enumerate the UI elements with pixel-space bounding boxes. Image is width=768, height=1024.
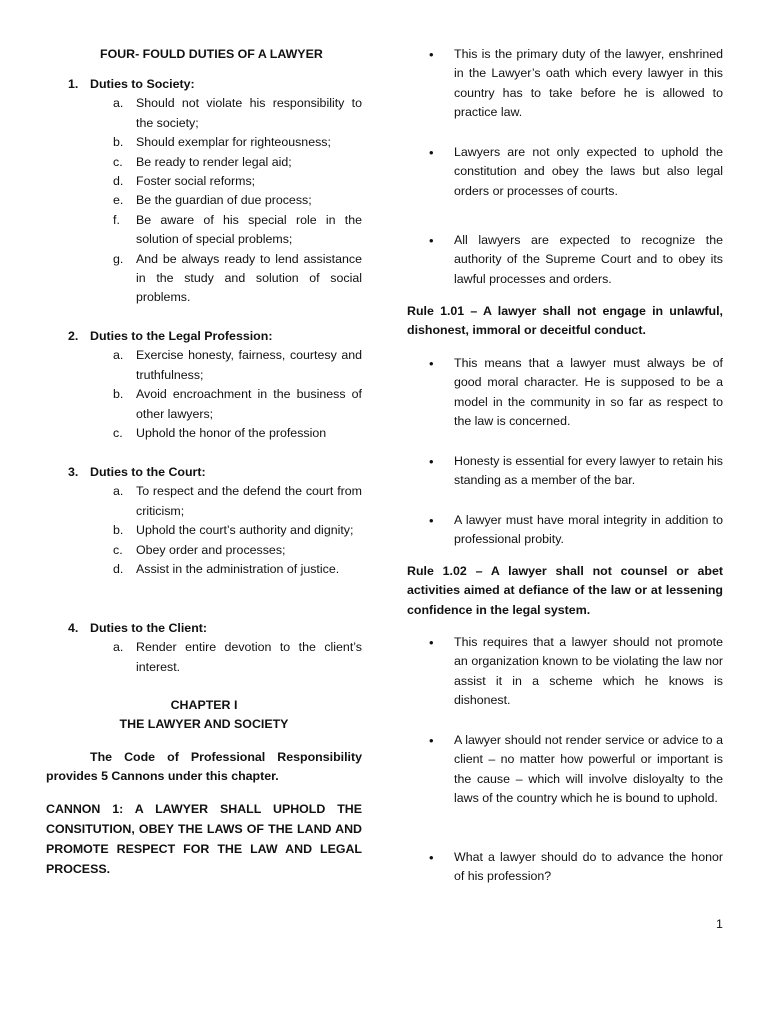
bullet-icon: • xyxy=(429,233,434,248)
section-number: 4. xyxy=(68,621,79,635)
bullet-text: Honesty is essential for every lawyer to retain his standing as a member of the bar. xyxy=(454,454,723,488)
list-item xyxy=(68,424,362,443)
bullet-icon: • xyxy=(429,635,434,650)
bullet-icon: • xyxy=(429,850,434,865)
item-label: c. xyxy=(113,426,123,441)
item-text: And be always ready to lend assistance in the study and solution of social problems. xyxy=(136,251,362,305)
page-number: 1 xyxy=(716,917,723,931)
section-heading: Duties to the Court: xyxy=(90,465,206,479)
list-item xyxy=(68,638,362,677)
item-text: Obey order and processes; xyxy=(136,542,286,557)
section-heading: Duties to Society: xyxy=(90,77,195,91)
list-item xyxy=(407,511,723,550)
section-items xyxy=(68,482,362,579)
section-client xyxy=(68,619,362,677)
item-text: Avoid encroachment in the business of other lawyers; xyxy=(136,387,362,421)
item-label: a. xyxy=(113,640,124,655)
section-court xyxy=(68,463,362,579)
list-item xyxy=(68,560,362,579)
list-item xyxy=(407,731,723,809)
item-label: b. xyxy=(113,523,124,538)
list-item xyxy=(68,250,362,308)
rule-1-01: Rule 1.01 – A lawyer shall not engage in unlawful, dishonest, immoral or deceitful conduct. xyxy=(407,304,723,338)
list-item xyxy=(407,231,723,289)
item-text: Render entire devotion to the client’s interest. xyxy=(136,640,362,674)
chapter-label: CHAPTER I xyxy=(170,698,238,712)
cannon-1: CANNON 1: A LAWYER SHALL UPHOLD THE CONSITUTION, OBEY THE LAWS OF THE LAND AND PROMOTE RESPECT FOR THE LAW AND LEGAL PROCESS. xyxy=(46,802,362,876)
item-text: Assist in the administration of justice. xyxy=(136,562,340,577)
list-item xyxy=(407,45,723,123)
list-item xyxy=(407,452,723,491)
list-item xyxy=(407,633,723,711)
bullet-text: This is the primary duty of the lawyer, enshrined in the Lawyer’s oath which every lawyer in this country has to take before he is allowed to practice law. xyxy=(454,47,723,120)
section-society xyxy=(68,75,362,308)
list-item xyxy=(68,521,362,540)
bullet-text: A lawyer should not render service or advice to a client – no matter how powerful or important is the cause – which will involve disloyalty to the laws of the country which he is bound to uphold. xyxy=(454,733,723,806)
section-items xyxy=(68,638,362,677)
list-item xyxy=(68,172,362,191)
item-label: c. xyxy=(113,154,123,169)
bullet-icon: • xyxy=(429,356,434,371)
bullet-icon: • xyxy=(429,47,434,62)
bullet-icon: • xyxy=(429,733,434,748)
section-items xyxy=(68,94,362,307)
item-label: f. xyxy=(113,212,120,227)
list-item xyxy=(68,153,362,172)
item-label: a. xyxy=(113,348,124,363)
list-item xyxy=(68,346,362,385)
rule-1-02: Rule 1.02 – A lawyer shall not counsel or abet activities aimed at defiance of the law or at lessening confidence in the legal system. xyxy=(407,564,723,617)
item-label: d. xyxy=(113,174,124,189)
item-label: b. xyxy=(113,135,124,150)
bullet-icon: • xyxy=(429,513,434,528)
item-text: Exercise honesty, fairness, courtesy and truthfulness; xyxy=(136,348,362,382)
list-item xyxy=(68,541,362,560)
item-label: g. xyxy=(113,251,124,266)
section-number: 3. xyxy=(68,465,79,479)
item-text: Should not violate his responsibility to the society; xyxy=(136,96,362,130)
page-title: FOUR- FOULD DUTIES OF A LAWYER xyxy=(100,47,323,61)
list-item xyxy=(68,133,362,152)
list-item xyxy=(68,191,362,210)
section-legal-profession xyxy=(68,327,362,443)
list-item xyxy=(407,848,723,887)
item-text: Uphold the honor of the profession xyxy=(136,426,327,441)
bullet-text: All lawyers are expected to recognize the authority of the Supreme Court and to obey its lawful processes and orders. xyxy=(454,233,723,286)
chapter-intro: The Code of Professional Responsibility provides 5 Cannons under this chapter. xyxy=(46,750,362,784)
item-text: Uphold the court’s authority and dignity; xyxy=(136,523,354,538)
section-number: 1. xyxy=(68,77,79,91)
list-item xyxy=(68,211,362,250)
item-label: e. xyxy=(113,193,124,208)
bullet-text: A lawyer must have moral integrity in addition to professional probity. xyxy=(454,513,723,547)
item-text: Foster social reforms; xyxy=(136,174,256,189)
bullet-text: Lawyers are not only expected to uphold the constitution and obey the laws but also legal orders or processes of courts. xyxy=(454,145,723,198)
list-item xyxy=(68,482,362,521)
list-item xyxy=(68,385,362,424)
section-number: 2. xyxy=(68,329,79,343)
chapter-subtitle: THE LAWYER AND SOCIETY xyxy=(119,717,289,731)
section-heading: Duties to the Legal Profession: xyxy=(90,329,273,343)
bullet-icon: • xyxy=(429,145,434,160)
section-heading: Duties to the Client: xyxy=(90,621,208,635)
bullet-text: This requires that a lawyer should not promote an organization known to be violating the law nor assist it in a scheme which he knows is dishonest. xyxy=(454,635,723,708)
item-text: Be aware of his special role in the solution of special problems; xyxy=(136,212,362,247)
bullet-text: This means that a lawyer must always be of good moral character. He is supposed to be a model in the community in so far as respect to the law is concerned. xyxy=(454,356,723,429)
list-item xyxy=(407,354,723,432)
item-label: a. xyxy=(113,96,124,111)
bullet-text: What a lawyer should do to advance the honor of his profession? xyxy=(454,850,723,884)
item-label: d. xyxy=(113,562,124,577)
list-item xyxy=(407,143,723,201)
item-text: To respect and the defend the court from criticism; xyxy=(136,484,362,518)
item-label: b. xyxy=(113,387,124,402)
item-text: Be the guardian of due process; xyxy=(136,193,312,208)
item-text: Be ready to render legal aid; xyxy=(136,154,292,169)
item-label: a. xyxy=(113,484,124,499)
item-label: c. xyxy=(113,542,123,557)
bullet-icon: • xyxy=(429,454,434,469)
list-item xyxy=(68,94,362,133)
section-items xyxy=(68,346,362,443)
item-text: Should exemplar for righteousness; xyxy=(136,135,331,150)
